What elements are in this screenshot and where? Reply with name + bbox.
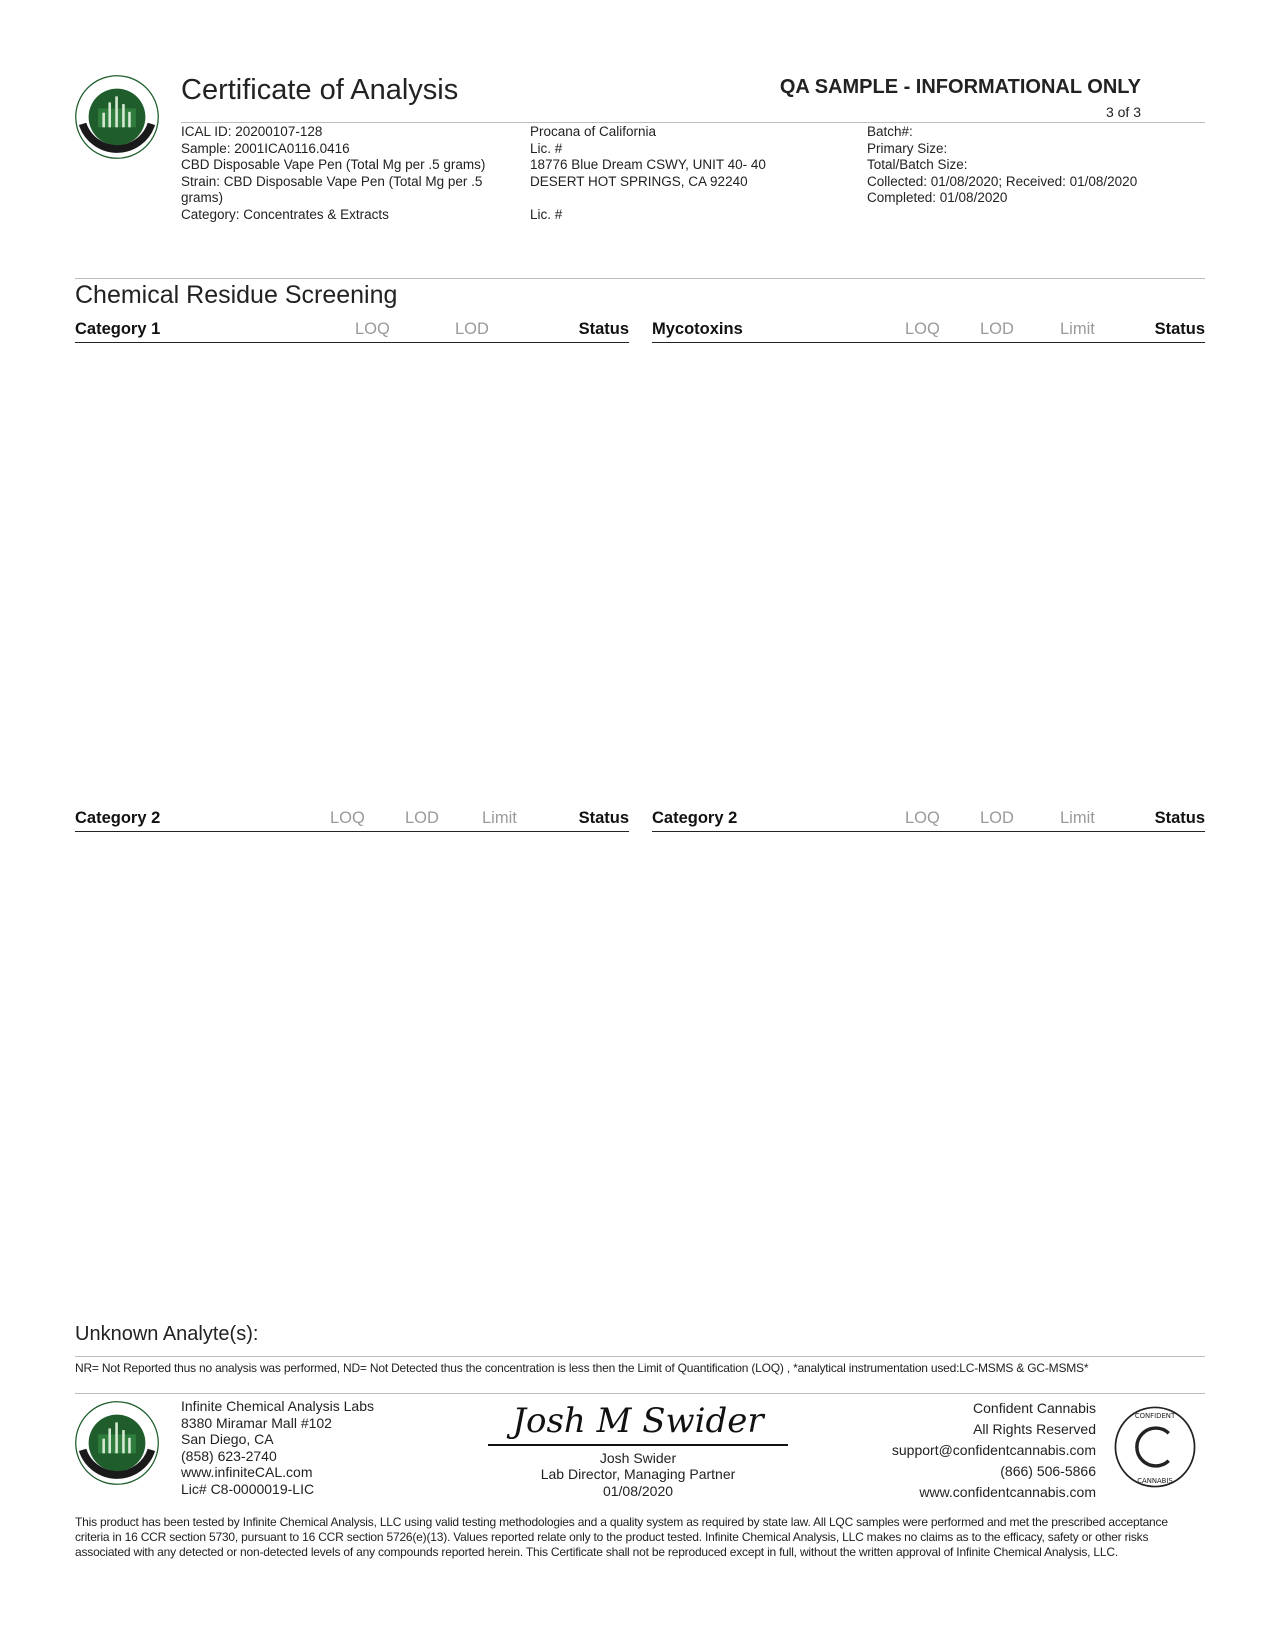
lab-website: www.infiniteCAL.com [181,1464,313,1480]
cc-phone: (866) 506-5866 [1000,1463,1096,1479]
lab-address-1: 8380 Miramar Mall #102 [181,1414,332,1431]
client-license: Lic. # [530,140,563,156]
signature-block [488,1398,788,1499]
cc-website: www.confidentcannabis.com [919,1484,1096,1500]
qa-sample-label: QA SAMPLE - INFORMATIONAL ONLY [779,76,1141,98]
cc-rights: All Rights Reserved [973,1421,1096,1437]
client-license-2: Lic. # [530,206,563,222]
limit-header: Limit [482,809,517,827]
lod-header: LOD [980,320,1014,338]
category-1-label: Category 1 [75,320,161,338]
signature-date: 01/08/2020 [602,1482,674,1499]
category-2-label: Category 2 [652,809,738,827]
handwritten-signature: Josh M Swider [512,1401,764,1441]
header-divider [181,122,1205,123]
primary-size: Primary Size: [867,140,948,156]
lod-header: LOD [980,809,1014,827]
collected-received: Collected: 01/08/2020; Received: 01/08/2020 [867,173,1138,189]
product-name: CBD Disposable Vape Pen (Total Mg per .5 grams) [181,157,486,172]
confident-cannabis-seal-icon [1112,1404,1198,1490]
footer-divider [75,1393,1205,1394]
category-2-right-header [652,807,1205,832]
cc-name: Confident Cannabis [973,1400,1096,1416]
page-indicator: 3 of 3 [1105,104,1141,120]
cc-email: support@confidentcannabis.com [891,1442,1096,1458]
signer-title: Lab Director, Managing Partner [540,1466,736,1482]
strain: Strain: CBD Disposable Vape Pen (Total Mg per .5 [181,173,483,189]
signature-line [488,1444,788,1446]
completed-date: Completed: 01/08/2020 [867,190,1008,205]
section-title: Chemical Residue Screening [75,281,398,309]
limit-header: Limit [1060,320,1095,338]
lab-license: Lic# C8-0000019-LIC [181,1480,315,1497]
category-2-left-header [75,807,629,832]
signer-name: Josh Swider [599,1449,677,1466]
status-header: Status [1154,320,1205,338]
total-batch-size: Total/Batch Size: [867,157,968,172]
client-name: Procana of California [530,124,657,139]
status-header: Status [578,320,629,338]
sample-id: Sample: 2001ICA0116.0416 [181,140,350,156]
loq-header: LOQ [905,320,940,338]
lab-phone: (858) 623-2740 [181,1447,277,1464]
infinite-chemical-logo-footer [74,1400,160,1486]
sample-info [181,124,485,223]
loq-header: LOQ [355,320,390,338]
batch-number: Batch#: [867,124,913,139]
lab-name: Infinite Chemical Analysis Labs [181,1398,374,1414]
unknown-divider [75,1356,1205,1357]
category-1-header [75,318,629,343]
ical-id: ICAL ID: 20200107-128 [181,124,323,139]
unknown-analytes-label: Unknown Analyte(s): [75,1323,259,1345]
loq-header: LOQ [330,809,365,827]
confident-cannabis-contact [892,1398,1096,1503]
client-address-1: 18776 Blue Dream CSWY, UNIT 40- 40 [530,157,766,172]
document-title: Certificate of Analysis [181,74,459,106]
footnote: NR= Not Reported thus no analysis was performed, ND= Not Detected thus the concentration is less then the Limit of Quantification (LOQ) , *analytical instrumentation used:LC-MSMS & GC-MSMS* [75,1361,1089,1375]
infinite-chemical-logo [74,74,160,160]
legal-disclaimer: This product has been tested by Infinite Chemical Analysis, LLC using valid testing methodologies and a quality system as required by state law. All LQC samples were performed and met the prescribed acceptance criteria in 16 CCR section 5730, pursuant to 16 CCR section 5726(e)(13). Values reported relate only to the product tested. Infinite Chemical Analysis, LLC makes no claims as to the efficacy, safety or other risks associated with any detected or non-detected levels of any compounds reported herein. This Certificate shall not be reproduced except in full, without the written approval of Infinite Chemical Analysis, LLC. [75,1515,1168,1559]
client-address-2: DESERT HOT SPRINGS, CA 92240 [530,173,748,189]
mycotoxins-header [652,318,1205,343]
category-2-label: Category 2 [75,809,161,827]
batch-info [867,124,1137,207]
lab-contact [181,1398,374,1497]
lod-header: LOD [405,809,439,827]
lod-header: LOD [455,320,489,338]
status-header: Status [578,809,629,827]
strain-cont: grams) [181,190,224,205]
client-info [530,124,766,223]
category: Category: Concentrates & Extracts [181,206,389,222]
lab-address-2: San Diego, CA [181,1431,274,1447]
svg-text:CONFIDENT: CONFIDENT [1134,1411,1176,1420]
section-divider [75,278,1205,279]
limit-header: Limit [1060,809,1095,827]
status-header: Status [1154,809,1205,827]
mycotoxins-label: Mycotoxins [652,320,743,338]
svg-text:CANNABIS: CANNABIS [1137,1477,1173,1486]
loq-header: LOQ [905,809,940,827]
